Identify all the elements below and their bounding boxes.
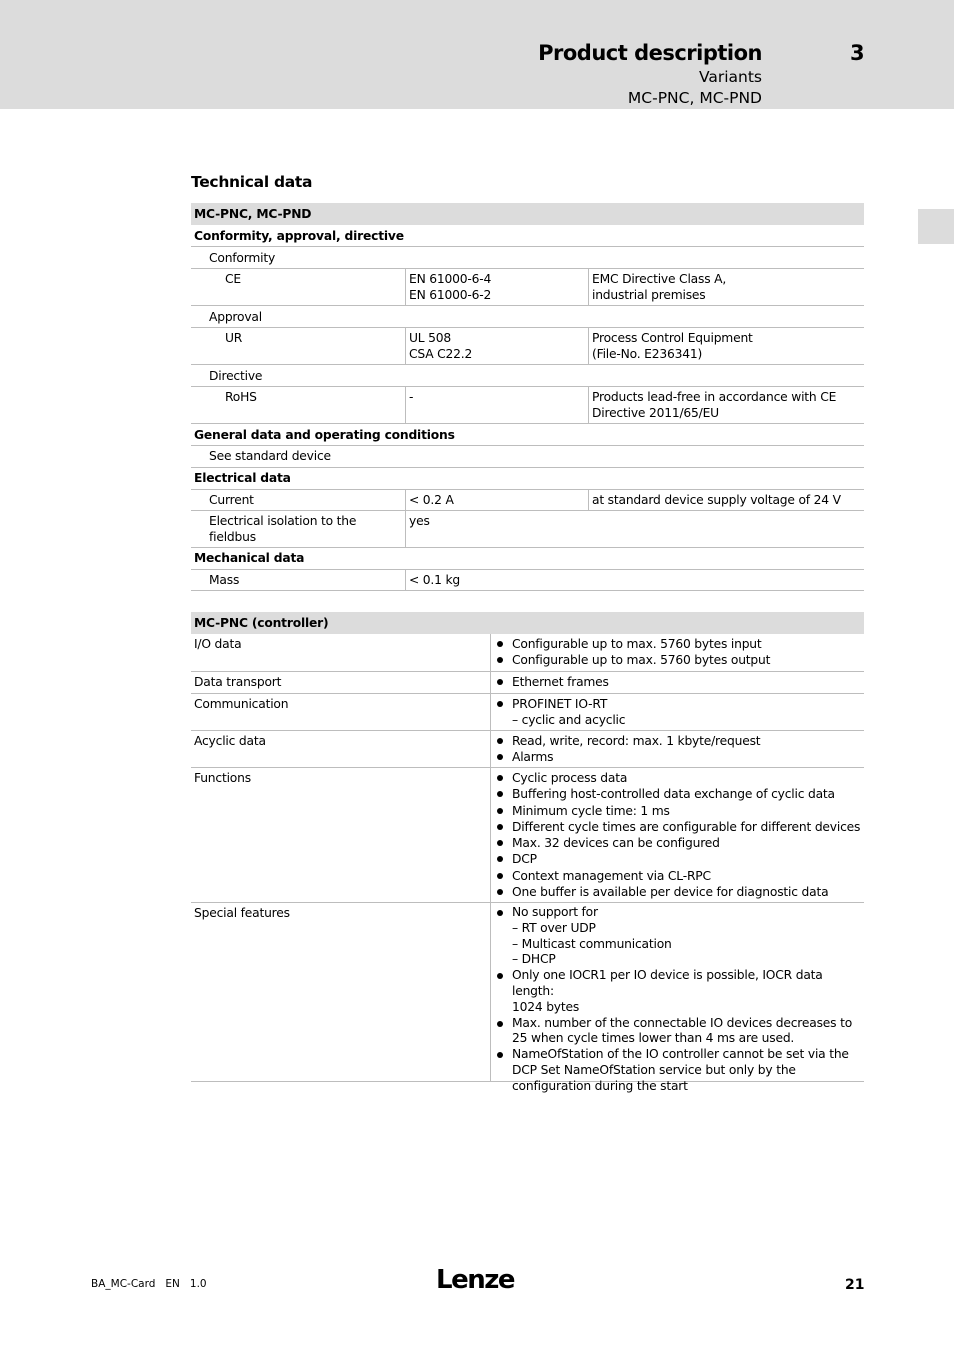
header-band	[0, 0, 954, 109]
item-text: No support for	[512, 905, 598, 919]
table-row	[191, 446, 864, 468]
list-item: Different cycle times are configurable for different devices	[494, 819, 861, 835]
list-item: Context management via CL-RPC	[494, 868, 861, 884]
table-row	[191, 511, 864, 548]
row-value	[490, 768, 864, 902]
group-label: Mechanical data	[194, 551, 305, 565]
row-value: < 0.2 A	[405, 490, 588, 510]
group-label: Conformity, approval, directive	[194, 229, 404, 243]
list-item	[494, 968, 861, 1015]
item-text: Only one IOCR1 per IO device is possible, IOCR data length:	[512, 968, 823, 998]
table-row	[191, 570, 864, 591]
sub-item: – Multicast communication	[512, 936, 672, 951]
value-line: -	[409, 390, 414, 404]
group-row	[191, 424, 864, 446]
row-label	[206, 511, 359, 547]
table-row	[191, 387, 864, 424]
row-value	[490, 672, 864, 693]
list-item: One buffer is available per device for diagnostic data	[494, 884, 861, 900]
row-value	[405, 328, 588, 364]
row-label: Approval	[209, 310, 262, 324]
table-row	[191, 768, 864, 903]
group-row	[191, 468, 864, 490]
table-row	[191, 365, 864, 387]
row-label: Directive	[209, 369, 263, 383]
chapter-title: Product description	[538, 41, 762, 65]
row-label: Communication	[194, 697, 289, 711]
item-text: configuration during the start	[512, 1078, 688, 1093]
list-item: Configurable up to max. 5760 bytes output	[494, 652, 861, 668]
table-header-row	[191, 203, 864, 225]
bullet-list	[494, 905, 861, 1095]
list-item: Minimum cycle time: 1 ms	[494, 803, 861, 819]
list-item: Read, write, record: max. 1 kbyte/request	[494, 733, 861, 749]
table-row	[191, 247, 864, 269]
note-line: EMC Directive Class A,	[592, 272, 727, 286]
footer-document-id: BA_MC-Card EN 1.0	[91, 1278, 207, 1290]
list-item: Alarms	[494, 749, 861, 765]
row-note: at standard device supply voltage of 24 V	[588, 490, 864, 510]
list-item	[494, 1047, 861, 1094]
group-label: Electrical data	[194, 471, 291, 485]
list-item	[494, 1016, 861, 1048]
row-value	[405, 269, 588, 305]
bullet-list	[494, 770, 861, 900]
table-row	[191, 731, 864, 768]
row-note	[588, 328, 864, 364]
group-label: General data and operating conditions	[194, 428, 455, 442]
sub-item: – RT over UDP	[512, 920, 596, 935]
row-value	[490, 694, 864, 730]
chapter-side-tab	[918, 209, 954, 244]
note-line: Directive 2011/65/EU	[592, 406, 719, 420]
note-line: (File-No. E236341)	[592, 347, 703, 361]
bullet-list	[494, 674, 861, 690]
row-label: Data transport	[194, 675, 282, 689]
list-item: DCP	[494, 851, 861, 867]
sub-item: – cyclic and acyclic	[512, 713, 626, 727]
item-text: DCP Set NameOfStation service but only by the	[512, 1062, 796, 1077]
chapter-number: 3	[850, 41, 865, 65]
row-value	[490, 634, 864, 671]
row-label: See standard device	[209, 449, 331, 463]
list-item	[494, 905, 861, 968]
list-item	[494, 696, 861, 728]
list-item: Buffering host-controlled data exchange of cyclic data	[494, 786, 861, 802]
list-item: Configurable up to max. 5760 bytes input	[494, 636, 861, 652]
note-line: Products lead-free in accordance with CE	[592, 390, 837, 404]
row-label: RoHS	[225, 390, 257, 404]
row-label: CE	[225, 272, 241, 286]
item-text: 25 when cycle times lower than 4 ms are used.	[512, 1031, 795, 1046]
row-value: yes	[405, 511, 588, 547]
row-label: I/O data	[194, 637, 242, 651]
table-row	[191, 634, 864, 672]
label-line: fieldbus	[209, 530, 256, 544]
page-number: 21	[845, 1277, 865, 1293]
table-row	[191, 328, 864, 365]
controller-table	[191, 612, 864, 1093]
lenze-logo: Lenze	[436, 1265, 514, 1295]
sub-item: – DHCP	[512, 952, 556, 967]
list-item: Cyclic process data	[494, 770, 861, 786]
section-title: Technical data	[191, 173, 313, 191]
bullet-list	[494, 696, 861, 728]
label-line: Electrical isolation to the	[209, 514, 357, 528]
row-note	[588, 387, 864, 423]
table-row	[191, 306, 864, 328]
item-text: Max. number of the connectable IO devices decreases to	[512, 1015, 853, 1030]
row-value	[405, 387, 588, 423]
chapter-subtitle-variants: MC-PNC, MC-PND	[627, 89, 762, 107]
bullet-list	[494, 636, 861, 668]
row-value: < 0.1 kg	[405, 570, 588, 590]
table-row	[191, 490, 864, 511]
row-value	[490, 731, 864, 767]
group-row	[191, 225, 864, 247]
list-item: Max. 32 devices can be configured	[494, 835, 861, 851]
value-line: CSA C22.2	[409, 347, 473, 361]
table-header-row	[191, 612, 864, 634]
row-label: Special features	[194, 906, 290, 920]
table-row	[191, 269, 864, 306]
value-line: EN 61000-6-2	[409, 288, 492, 302]
row-value	[490, 903, 864, 1093]
value-line: UL 508	[409, 331, 452, 345]
row-label: Conformity	[209, 251, 276, 265]
item-text: PROFINET IO-RT	[512, 697, 608, 711]
table-row	[191, 672, 864, 694]
table-row	[191, 694, 864, 731]
row-note	[588, 269, 864, 305]
item-text: NameOfStation of the IO controller cannot be set via the	[512, 1047, 849, 1062]
table-header: MC-PNC, MC-PND	[194, 207, 312, 221]
value-line: EN 61000-6-4	[409, 272, 492, 286]
chapter-subtitle: Variants	[698, 68, 762, 86]
list-item: Ethernet frames	[494, 674, 861, 690]
bullet-list	[494, 733, 861, 765]
note-line: Process Control Equipment	[592, 331, 753, 345]
group-row	[191, 548, 864, 570]
table-header: MC-PNC (controller)	[194, 616, 329, 630]
note-line: industrial premises	[592, 288, 706, 302]
row-label: Mass	[209, 573, 240, 587]
row-label: UR	[225, 331, 243, 345]
row-label: Functions	[194, 771, 251, 785]
item-text: 1024 bytes	[512, 999, 580, 1014]
table-row	[191, 903, 864, 1093]
row-label: Current	[209, 493, 254, 507]
technical-data-table	[191, 203, 864, 591]
row-label: Acyclic data	[194, 734, 266, 748]
